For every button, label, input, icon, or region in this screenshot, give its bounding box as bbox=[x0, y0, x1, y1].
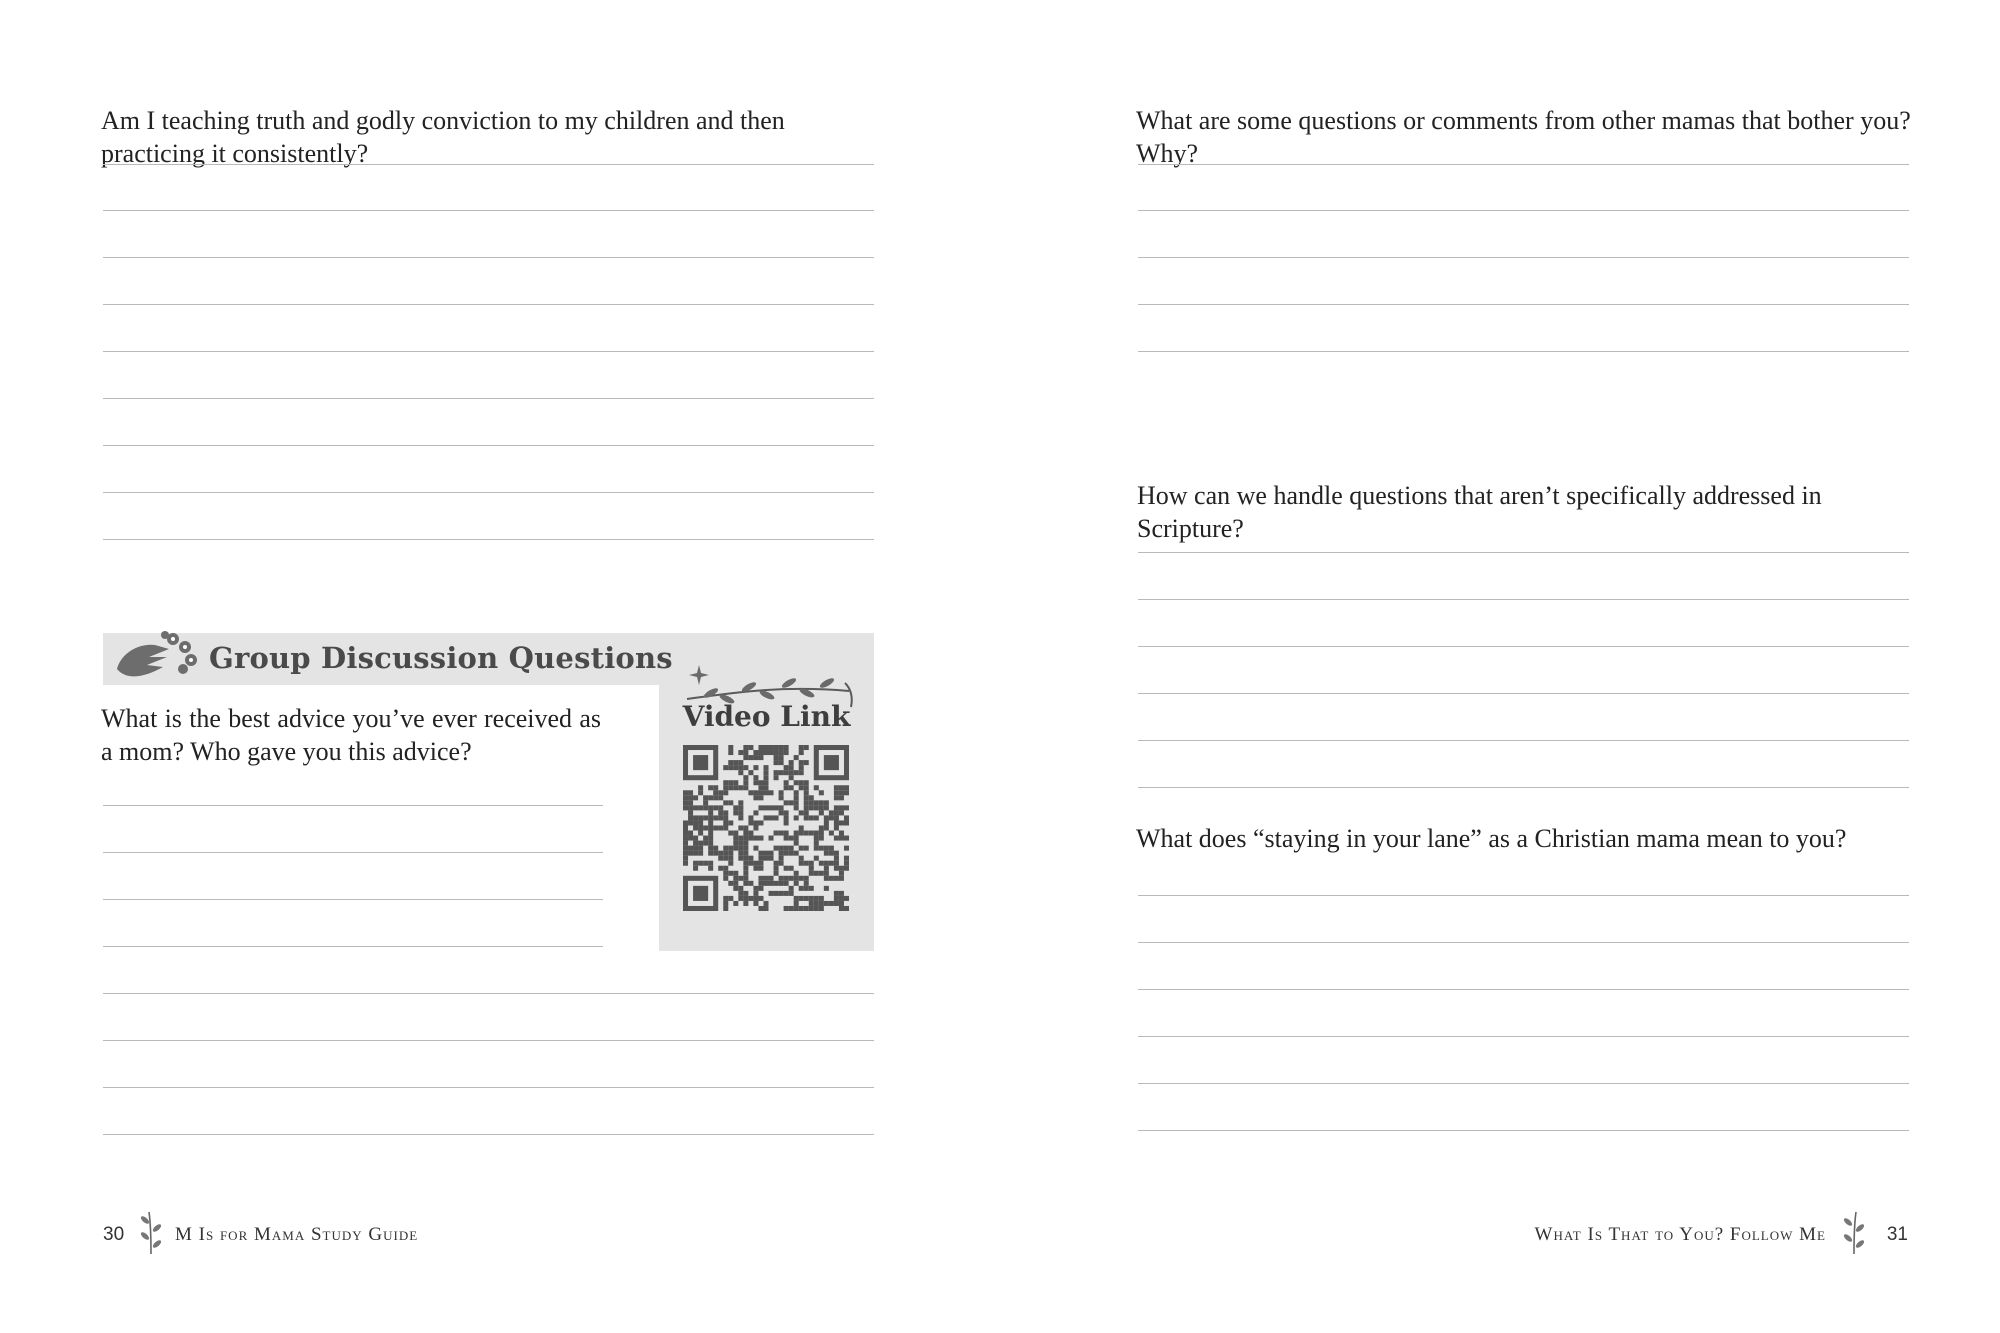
answer-line[interactable] bbox=[1138, 1084, 1909, 1131]
answer-line[interactable] bbox=[103, 1088, 874, 1135]
answer-line[interactable] bbox=[1138, 600, 1909, 647]
answer-line[interactable] bbox=[103, 1041, 874, 1088]
answer-line[interactable] bbox=[1138, 990, 1909, 1037]
answer-line[interactable] bbox=[103, 493, 874, 540]
answer-lines bbox=[1138, 164, 1909, 352]
answer-line[interactable] bbox=[103, 900, 603, 947]
sprig-icon bbox=[1840, 1210, 1868, 1256]
answer-line[interactable] bbox=[1138, 506, 1909, 553]
qr-code-icon[interactable] bbox=[683, 745, 849, 911]
answer-lines bbox=[103, 164, 874, 540]
running-title: M Is for Mama Study Guide bbox=[175, 1224, 419, 1245]
answer-line[interactable] bbox=[1138, 741, 1909, 788]
answer-line[interactable] bbox=[1138, 694, 1909, 741]
answer-line[interactable] bbox=[1138, 849, 1909, 896]
answer-line[interactable] bbox=[1138, 305, 1909, 352]
video-link-panel[interactable] bbox=[659, 685, 874, 951]
answer-line[interactable] bbox=[103, 446, 874, 493]
question-text: What does “staying in your lane” as a Christian mama mean to you? bbox=[1136, 824, 1847, 853]
question-text: Am I teaching truth and godly conviction to my children and then practicing it consistently? bbox=[101, 106, 785, 168]
footer-left bbox=[103, 1224, 419, 1246]
question-text: What is the best advice you’ve ever received as a mom? Who gave you this advice? bbox=[101, 704, 601, 766]
running-title: What Is That to You? Follow Me bbox=[1534, 1224, 1826, 1245]
answer-line[interactable] bbox=[1138, 896, 1909, 943]
page-number: 31 bbox=[1886, 1224, 1908, 1245]
video-link-label[interactable]: Video Link bbox=[682, 700, 851, 733]
answer-line[interactable] bbox=[103, 211, 874, 258]
answer-line[interactable] bbox=[1138, 647, 1909, 694]
page-number: 30 bbox=[103, 1224, 125, 1245]
question-text: What are some questions or comments from other mamas that bother you? Why? bbox=[1136, 106, 1911, 168]
answer-line[interactable] bbox=[1138, 553, 1909, 600]
answer-line[interactable] bbox=[103, 399, 874, 446]
answer-line[interactable] bbox=[103, 806, 603, 853]
answer-line[interactable] bbox=[1138, 1037, 1909, 1084]
sprig-icon bbox=[137, 1210, 165, 1256]
right-page bbox=[1000, 0, 2000, 1333]
answer-line[interactable] bbox=[103, 947, 874, 994]
answer-line[interactable] bbox=[103, 994, 874, 1041]
answer-lines bbox=[103, 947, 874, 1135]
answer-line[interactable] bbox=[103, 853, 603, 900]
answer-lines bbox=[103, 759, 603, 947]
answer-line[interactable] bbox=[103, 164, 874, 211]
answer-lines bbox=[1138, 506, 1909, 788]
flower-bouquet-icon bbox=[109, 625, 209, 685]
answer-line[interactable] bbox=[1138, 258, 1909, 305]
answer-line[interactable] bbox=[103, 305, 874, 352]
answer-lines bbox=[1138, 849, 1909, 1131]
answer-line[interactable] bbox=[103, 759, 603, 806]
question-text: How can we handle questions that aren’t specifically addressed in Scripture? bbox=[1137, 481, 1822, 543]
answer-line[interactable] bbox=[1138, 211, 1909, 258]
answer-line[interactable] bbox=[1138, 164, 1909, 211]
answer-line[interactable] bbox=[1138, 943, 1909, 990]
answer-line[interactable] bbox=[103, 352, 874, 399]
section-title: Group Discussion Questions bbox=[209, 641, 673, 675]
answer-line[interactable] bbox=[103, 258, 874, 305]
